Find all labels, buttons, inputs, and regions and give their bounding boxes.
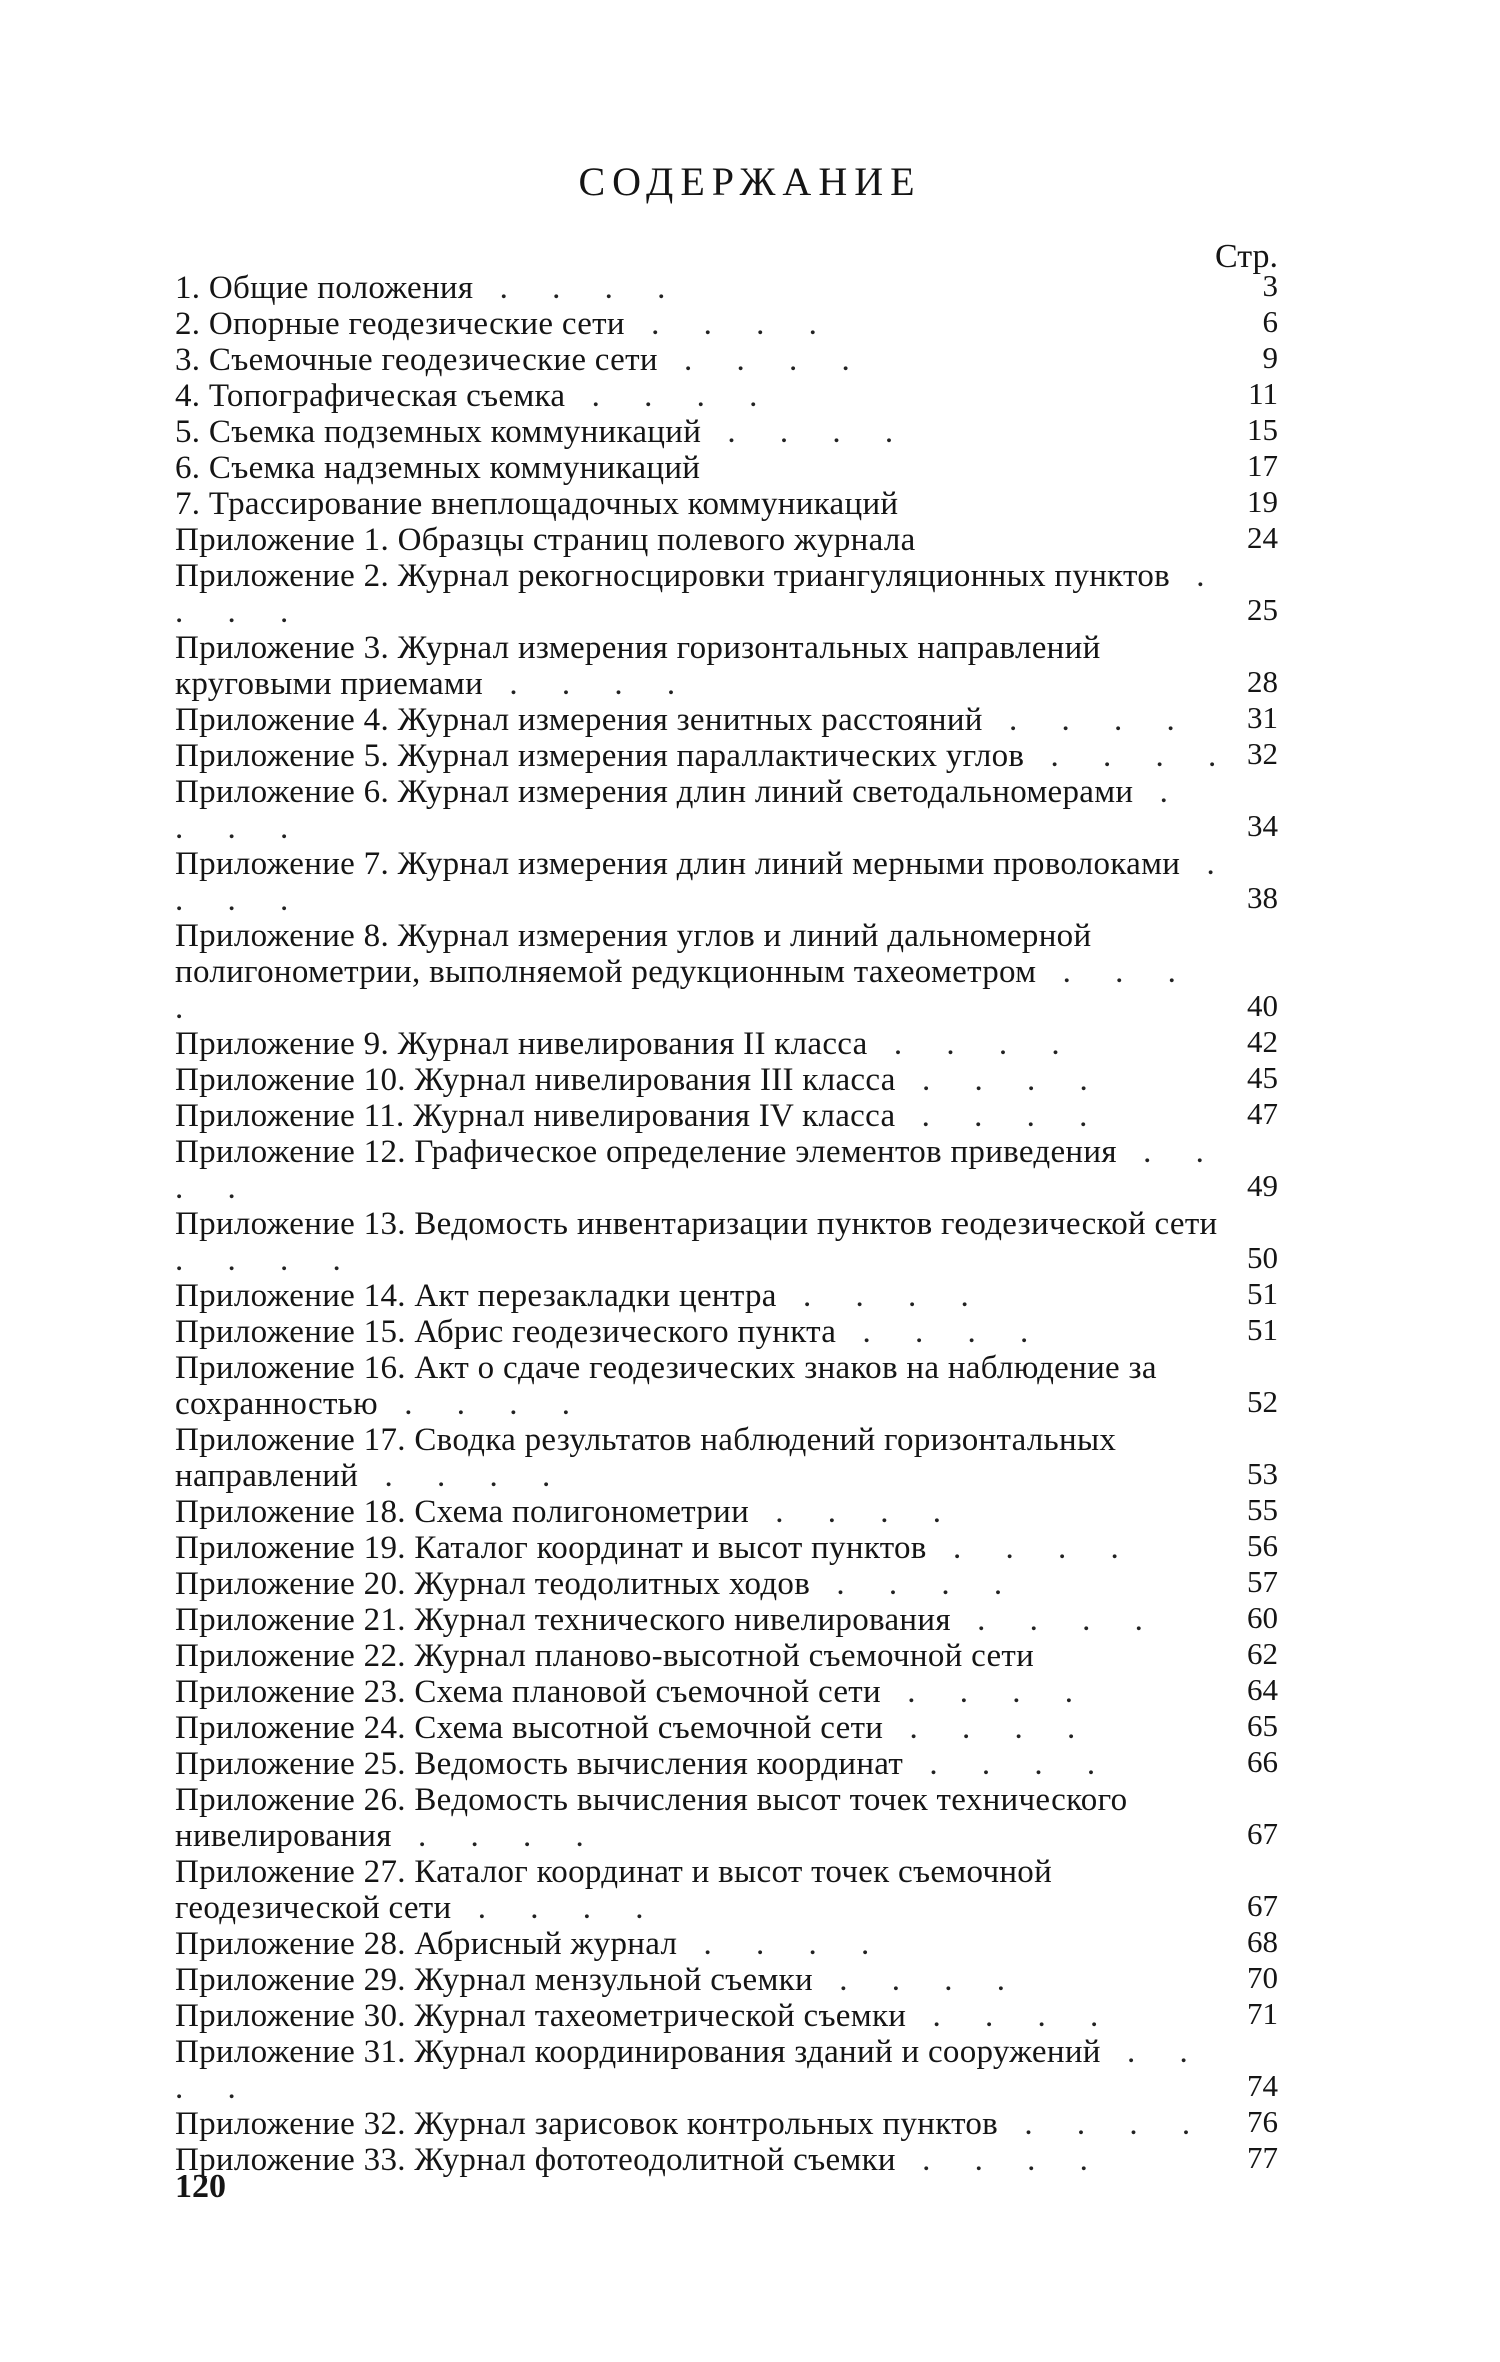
toc-entry-text: Приложение 20. Журнал теодолитных ходов — [175, 1566, 811, 1602]
toc-entry-title — [175, 378, 1235, 414]
toc-entry-title — [175, 1710, 1235, 1746]
dot-leader: . . . . — [1024, 738, 1235, 774]
dot-leader: . . . . — [473, 270, 684, 306]
dot-leader: . . . . — [175, 954, 1194, 1026]
toc-entry — [175, 1134, 1278, 1206]
toc-entry-text: Приложение 23. Схема плановой съемочной сети — [175, 1674, 881, 1710]
toc-entry — [175, 1854, 1278, 1926]
toc-entry-page: 42 — [1247, 1024, 1278, 1059]
toc-entry — [175, 1026, 1278, 1062]
toc-entry — [175, 1314, 1278, 1350]
toc-entry — [175, 1710, 1278, 1746]
toc-entry-title — [175, 1278, 1235, 1314]
dot-leader: . . . . — [451, 1890, 662, 1926]
dot-leader: . . . . — [358, 1458, 569, 1494]
dot-leader: . . . . — [881, 1674, 1091, 1710]
toc-entry — [175, 1602, 1278, 1638]
toc-entry-title — [175, 2034, 1235, 2106]
toc-entry — [175, 1998, 1278, 2034]
dot-leader: . . . . — [677, 1926, 888, 1962]
toc-entry-title — [175, 342, 1235, 378]
toc-entry — [175, 1422, 1278, 1494]
toc-entry-text: Приложение 2. Журнал рекогносцировки триангуляционных пунктов — [175, 558, 1171, 594]
toc-entry-text: Приложение 14. Акт перезакладки центра — [175, 1278, 777, 1314]
toc-entry-page: 47 — [1247, 1096, 1278, 1131]
toc-entry-title — [175, 918, 1235, 1026]
toc-entry — [175, 1278, 1278, 1314]
toc-entry-page: 60 — [1247, 1600, 1278, 1635]
toc-entry-title — [175, 630, 1235, 702]
toc-entry-title — [175, 738, 1235, 774]
toc-entry-title — [175, 1206, 1235, 1278]
toc-entry-page: 51 — [1247, 1276, 1278, 1311]
dot-leader: . . . . — [175, 846, 1233, 918]
toc-entry-text: Приложение 29. Журнал мензульной съемки — [175, 1962, 813, 1998]
toc-entry-page: 52 — [1247, 1384, 1278, 1419]
toc-entry-title — [175, 2106, 1235, 2142]
toc-entry-title — [175, 1746, 1235, 1782]
toc-entry-page: 53 — [1247, 1456, 1278, 1491]
dot-leader: . . . . — [836, 1314, 1047, 1350]
toc-entry — [175, 1062, 1278, 1098]
toc-entry-text: Приложение 21. Журнал технического нивелирования — [175, 1602, 951, 1638]
dot-leader: . . . . — [175, 2034, 1206, 2106]
toc-entry-text: Приложение 1. Образцы страниц полевого журнала — [175, 522, 916, 558]
toc-entry-page: 50 — [1247, 1240, 1278, 1275]
toc-entry-title — [175, 846, 1235, 918]
toc-entry-page: 34 — [1247, 808, 1278, 843]
dot-leader: . . . . — [175, 774, 1186, 846]
toc-entry-text: Приложение 10. Журнал нивелирования III класса — [175, 1062, 896, 1098]
toc-entry — [175, 450, 1278, 486]
toc-entry-text: Приложение 25. Ведомость вычисления координат — [175, 1746, 904, 1782]
toc-entry-page: 74 — [1247, 2068, 1278, 2103]
toc-entry-text: 6. Съемка надземных коммуникаций — [175, 450, 701, 486]
dot-leader: . . . . — [895, 2142, 1106, 2178]
toc-entry-title — [175, 1314, 1235, 1350]
toc-entry-title — [175, 1998, 1235, 2034]
dot-leader: . . . . — [391, 1818, 602, 1854]
toc-entry-title — [175, 774, 1235, 846]
dot-leader: . . . . — [926, 1530, 1137, 1566]
toc-entry-text: Приложение 28. Абрисный журнал — [175, 1926, 678, 1962]
toc-entry-title — [175, 1566, 1235, 1602]
toc-entry-page: 28 — [1247, 664, 1278, 699]
toc-entry-page: 68 — [1247, 1924, 1278, 1959]
dot-leader: . . . . — [378, 1386, 588, 1422]
toc-entry-title — [175, 1530, 1235, 1566]
toc-entry — [175, 342, 1278, 378]
toc-entry-title — [175, 270, 1235, 306]
toc-entry-text: 7. Трассирование внеплощадочных коммуникаций — [175, 486, 899, 522]
toc-entry-text: Приложение 26. Ведомость вычисления высот точек технического нивелирования — [175, 1782, 1128, 1854]
toc-entry — [175, 738, 1278, 774]
toc-entry-title — [175, 558, 1235, 630]
toc-entry-title — [175, 1062, 1235, 1098]
toc-entry — [175, 2142, 1278, 2178]
dot-leader: . . . . — [903, 1746, 1114, 1782]
dot-leader: . . . . — [867, 1026, 1078, 1062]
toc-entry — [175, 522, 1278, 558]
toc-entry-title — [175, 1674, 1235, 1710]
toc-entry-text: Приложение 12. Графическое определение элементов приведения — [175, 1134, 1117, 1170]
toc-entry-title — [175, 1422, 1235, 1494]
toc-entry — [175, 1926, 1278, 1962]
toc-entry — [175, 1962, 1278, 1998]
toc-entry-text: Приложение 18. Схема полигонометрии — [175, 1494, 750, 1530]
toc-entry-text: Приложение 11. Журнал нивелирования IV класса — [175, 1098, 896, 1134]
toc-entry — [175, 306, 1278, 342]
toc-entry-text: Приложение 32. Журнал зарисовок контрольных пунктов — [175, 2106, 999, 2142]
toc-entry-page: 57 — [1247, 1564, 1278, 1599]
toc-entry-text: Приложение 31. Журнал координирования зданий и сооружений — [175, 2034, 1101, 2070]
dot-leader: . . . . — [982, 702, 1193, 738]
dot-leader: . . . . — [483, 666, 694, 702]
dot-leader: . . . . — [624, 306, 835, 342]
toc-entry — [175, 378, 1278, 414]
page-title: СОДЕРЖАНИЕ — [578, 159, 922, 204]
toc-entry-page: 31 — [1247, 700, 1278, 735]
toc-entry-page: 3 — [1262, 268, 1278, 303]
toc-entry — [175, 1566, 1278, 1602]
dot-leader: . . . . — [776, 1278, 987, 1314]
toc-entry-text: Приложение 13. Ведомость инвентаризации пунктов геодезической сети — [175, 1206, 1218, 1242]
toc-entry-title — [175, 1962, 1235, 1998]
toc-entry-title — [175, 1782, 1235, 1854]
toc-entry — [175, 630, 1278, 702]
toc-entry-text: Приложение 24. Схема высотной съемочной сети — [175, 1710, 884, 1746]
toc-entry — [175, 486, 1278, 522]
toc-entry-text: 5. Съемка подземных коммуникаций — [175, 414, 702, 450]
toc-entry-page: 15 — [1247, 412, 1278, 447]
toc-entry — [175, 270, 1278, 306]
toc-entry-page: 67 — [1247, 1888, 1278, 1923]
toc-entry-page: 17 — [1247, 448, 1278, 483]
toc-entry-text: 2. Опорные геодезические сети — [175, 306, 625, 342]
toc-entry — [175, 918, 1278, 1026]
toc-entry-page: 19 — [1247, 484, 1278, 519]
toc-entry-page: 6 — [1262, 304, 1278, 339]
toc-entry-title — [175, 450, 1235, 486]
dot-leader: . . . . — [883, 1710, 1094, 1746]
toc-entry — [175, 414, 1278, 450]
dot-leader: . . . . — [175, 558, 1223, 630]
toc-entry-text: Приложение 30. Журнал тахеометрической съемки — [175, 1998, 907, 2034]
toc-entry-text: Приложение 4. Журнал измерения зенитных расстояний — [175, 702, 983, 738]
toc-entry — [175, 1638, 1278, 1674]
toc-entry-page: 67 — [1247, 1816, 1278, 1851]
toc-entry-text: Приложение 27. Каталог координат и высот точек съемочной геодезической сети — [175, 1854, 1053, 1926]
toc-entry-page: 25 — [1247, 592, 1278, 627]
toc-entry-title — [175, 306, 1235, 342]
dot-leader: . . . . — [950, 1602, 1161, 1638]
toc-entry-page: 24 — [1247, 520, 1278, 555]
toc-entry — [175, 1746, 1278, 1782]
toc-entry-page: 49 — [1247, 1168, 1278, 1203]
toc-entry — [175, 1098, 1278, 1134]
toc-entry-page: 64 — [1247, 1672, 1278, 1707]
dot-leader: . . . . — [657, 342, 868, 378]
toc-entry-text: 1. Общие положения — [175, 270, 474, 306]
page-column-header: Стр. — [1214, 238, 1278, 275]
toc-entry-page: 11 — [1248, 376, 1278, 411]
toc-entry-title — [175, 1134, 1235, 1206]
toc-entry-title — [175, 1026, 1235, 1062]
toc-entry-text: Приложение 15. Абрис геодезического пункта — [175, 1314, 837, 1350]
toc-entry-text: Приложение 19. Каталог координат и высот пунктов — [175, 1530, 927, 1566]
toc-entry — [175, 2034, 1278, 2106]
toc-entry-page: 71 — [1247, 1996, 1278, 2031]
toc-entry-text: Приложение 22. Журнал планово-высотной съемочной сети — [175, 1638, 1035, 1674]
toc-entry — [175, 2106, 1278, 2142]
dot-leader: . . . . — [701, 414, 912, 450]
toc-entry-page: 70 — [1247, 1960, 1278, 1995]
toc-entry — [175, 1350, 1278, 1422]
dot-leader: . . . . — [749, 1494, 960, 1530]
dot-leader: . . . . — [812, 1962, 1023, 1998]
toc-entry — [175, 774, 1278, 846]
table-of-contents — [175, 270, 1278, 2178]
toc-entry-title — [175, 1494, 1235, 1530]
toc-entry-page: 76 — [1247, 2104, 1278, 2139]
toc-entry-page: 40 — [1247, 988, 1278, 1023]
toc-entry-text: Приложение 16. Акт о сдаче геодезических знаков на наблюдение за сохранностью — [175, 1350, 1157, 1422]
toc-entry-page: 51 — [1247, 1312, 1278, 1347]
dot-leader: . . . . — [175, 1242, 359, 1278]
toc-entry-title — [175, 522, 1235, 558]
toc-entry — [175, 1530, 1278, 1566]
toc-entry-title — [175, 1602, 1235, 1638]
dot-leader: . . . . — [895, 1098, 1106, 1134]
toc-entry-page: 45 — [1247, 1060, 1278, 1095]
toc-entry-page: 56 — [1247, 1528, 1278, 1563]
toc-entry-title — [175, 1350, 1235, 1422]
dot-leader: . . . . — [895, 1062, 1106, 1098]
toc-entry-page: 77 — [1247, 2140, 1278, 2175]
dot-leader: . . . . — [810, 1566, 1021, 1602]
toc-entry-text: Приложение 9. Журнал нивелирования II класса — [175, 1026, 868, 1062]
toc-entry-title — [175, 1926, 1235, 1962]
toc-entry-page: 55 — [1247, 1492, 1278, 1527]
toc-entry — [175, 1782, 1278, 1854]
toc-entry-title — [175, 414, 1235, 450]
dot-leader: . . . . — [565, 378, 776, 414]
toc-entry-page: 66 — [1247, 1744, 1278, 1779]
toc-entry — [175, 1494, 1278, 1530]
toc-entry-text: Приложение 17. Сводка результатов наблюдений горизонтальных направлений — [175, 1422, 1117, 1494]
toc-entry — [175, 846, 1278, 918]
toc-entry-text: Приложение 6. Журнал измерения длин линий светодальномерами — [175, 774, 1134, 810]
toc-entry-text: Приложение 5. Журнал измерения параллактических углов — [175, 738, 1025, 774]
dot-leader: . . . . — [175, 1134, 1222, 1206]
toc-entry-text: Приложение 8. Журнал измерения углов и линий дальномерной полигонометрии, выполняемой редукционным тахеометром — [175, 918, 1092, 990]
toc-entry-title — [175, 1854, 1235, 1926]
toc-entry-page: 38 — [1247, 880, 1278, 915]
toc-entry-text: 4. Топографическая съемка — [175, 378, 566, 414]
toc-entry-page: 62 — [1247, 1636, 1278, 1671]
toc-entry-page: 9 — [1262, 340, 1278, 375]
toc-entry-title — [175, 702, 1235, 738]
toc-entry-title — [175, 1098, 1235, 1134]
toc-entry-title — [175, 1638, 1235, 1674]
toc-entry-page: 65 — [1247, 1708, 1278, 1743]
toc-entry-text: Приложение 33. Журнал фототеодолитной съемки — [175, 2142, 896, 2178]
toc-entry — [175, 702, 1278, 738]
page-number: 120 — [175, 2168, 226, 2205]
toc-entry-text: Приложение 3. Журнал измерения горизонтальных направлений круговыми приемами — [175, 630, 1101, 702]
toc-entry-title — [175, 2142, 1235, 2178]
toc-entry-title — [175, 486, 1235, 522]
toc-entry-text: Приложение 7. Журнал измерения длин линий мерными проволоками — [175, 846, 1181, 882]
toc-entry — [175, 558, 1278, 630]
toc-entry — [175, 1674, 1278, 1710]
dot-leader: . . . . — [998, 2106, 1209, 2142]
toc-entry-text: 3. Съемочные геодезические сети — [175, 342, 658, 378]
toc-entry-page: 32 — [1247, 736, 1278, 771]
dot-leader: . . . . — [906, 1998, 1117, 2034]
toc-entry — [175, 1206, 1278, 1278]
